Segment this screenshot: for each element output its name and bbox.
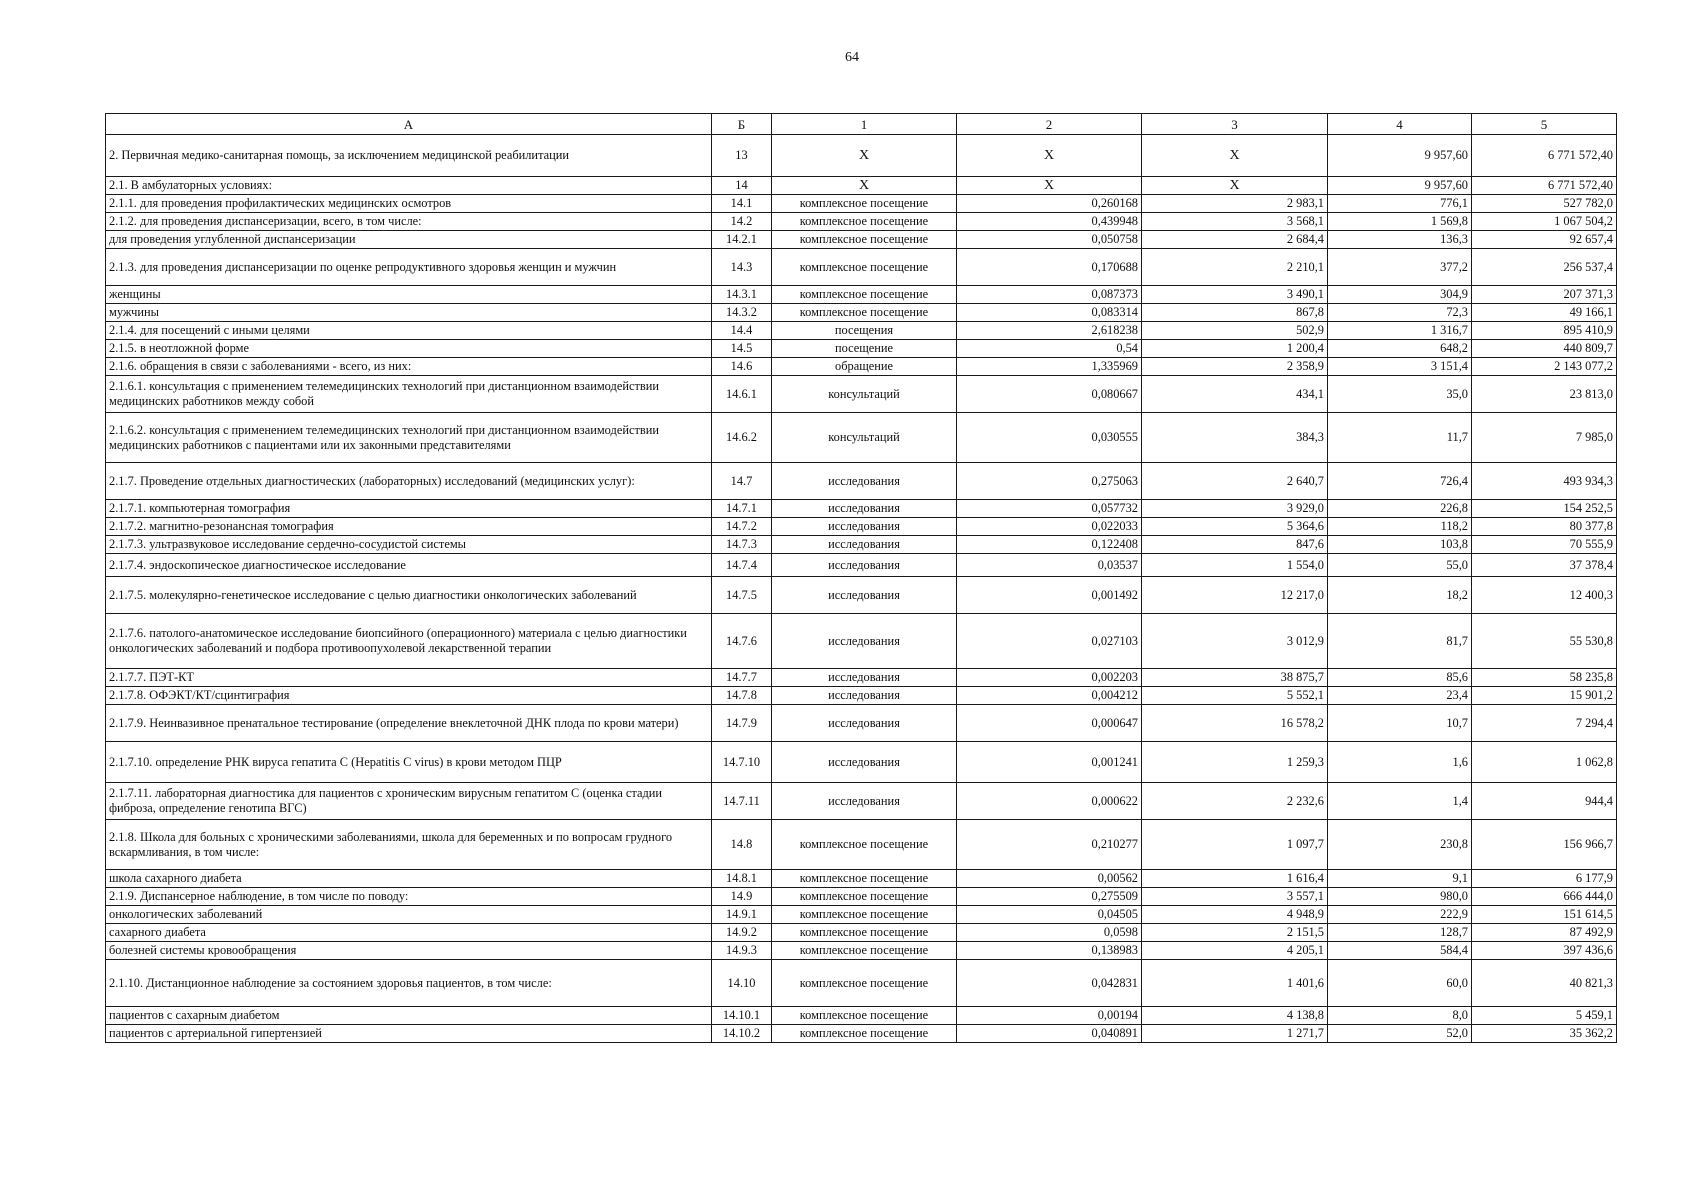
table-row <box>106 577 1617 614</box>
per-capita-cell: 23,4 <box>1328 687 1472 705</box>
row-code: 14.8.1 <box>712 870 772 888</box>
cost-norm-cell: Х <box>1142 135 1328 177</box>
volume-norm-cell: 0,001241 <box>957 742 1142 783</box>
total-cost-cell: 7 294,4 <box>1472 705 1617 742</box>
unit-cell: исследования <box>772 500 957 518</box>
row-label: 2.1.7.4. эндоскопическое диагностическое исследование <box>106 554 712 577</box>
row-label: онкологических заболеваний <box>106 906 712 924</box>
header-row <box>106 114 1617 135</box>
table-row <box>106 1025 1617 1043</box>
row-code: 14.6.2 <box>712 413 772 463</box>
per-capita-cell: 60,0 <box>1328 960 1472 1007</box>
total-cost-cell: 23 813,0 <box>1472 376 1617 413</box>
per-capita-cell: 9 957,60 <box>1328 135 1472 177</box>
table-row <box>106 554 1617 577</box>
volume-norm-cell: 0,002203 <box>957 669 1142 687</box>
unit-cell: исследования <box>772 687 957 705</box>
row-code: 14.2.1 <box>712 231 772 249</box>
total-cost-cell: 37 378,4 <box>1472 554 1617 577</box>
cost-norm-cell: 1 271,7 <box>1142 1025 1328 1043</box>
volume-norm-cell: 0,0598 <box>957 924 1142 942</box>
row-code: 14.7.7 <box>712 669 772 687</box>
cost-norm-cell: 4 948,9 <box>1142 906 1328 924</box>
volume-norm-cell: 0,083314 <box>957 304 1142 322</box>
unit-cell: комплексное посещение <box>772 924 957 942</box>
total-cost-cell: 151 614,5 <box>1472 906 1617 924</box>
total-cost-cell: 493 934,3 <box>1472 463 1617 500</box>
unit-cell: Х <box>772 135 957 177</box>
row-label: 2.1.4. для посещений с иными целями <box>106 322 712 340</box>
table-row <box>106 231 1617 249</box>
cost-norm-cell: 1 554,0 <box>1142 554 1328 577</box>
row-label: 2.1.7.2. магнитно-резонансная томография <box>106 518 712 536</box>
row-code: 14.2 <box>712 213 772 231</box>
table-row <box>106 942 1617 960</box>
table-row <box>106 135 1617 177</box>
unit-cell: комплексное посещение <box>772 249 957 286</box>
total-cost-cell: 7 985,0 <box>1472 413 1617 463</box>
unit-cell: консультаций <box>772 376 957 413</box>
volume-norm-cell: 0,087373 <box>957 286 1142 304</box>
total-cost-cell: 156 966,7 <box>1472 820 1617 870</box>
row-code: 14.5 <box>712 340 772 358</box>
volume-norm-cell: 0,00562 <box>957 870 1142 888</box>
total-cost-cell: 6 771 572,40 <box>1472 135 1617 177</box>
volume-norm-cell: 0,050758 <box>957 231 1142 249</box>
row-code: 14.10.1 <box>712 1007 772 1025</box>
unit-cell: исследования <box>772 463 957 500</box>
unit-cell: комплексное посещение <box>772 906 957 924</box>
table-row <box>106 906 1617 924</box>
table-row <box>106 195 1617 213</box>
row-code: 14.8 <box>712 820 772 870</box>
table-row <box>106 177 1617 195</box>
per-capita-cell: 222,9 <box>1328 906 1472 924</box>
unit-cell: комплексное посещение <box>772 213 957 231</box>
row-label: 2.1.10. Дистанционное наблюдение за состоянием здоровья пациентов, в том числе: <box>106 960 712 1007</box>
unit-cell: комплексное посещение <box>772 820 957 870</box>
cost-norm-cell: 4 138,8 <box>1142 1007 1328 1025</box>
total-cost-cell: 35 362,2 <box>1472 1025 1617 1043</box>
total-cost-cell: 1 067 504,2 <box>1472 213 1617 231</box>
row-label: для проведения углубленной диспансеризации <box>106 231 712 249</box>
row-label: 2.1.1. для проведения профилактических медицинских осмотров <box>106 195 712 213</box>
per-capita-cell: 10,7 <box>1328 705 1472 742</box>
table-row <box>106 213 1617 231</box>
volume-norm-cell: Х <box>957 135 1142 177</box>
row-code: 14.7.11 <box>712 783 772 820</box>
table-row <box>106 340 1617 358</box>
table-row <box>106 687 1617 705</box>
row-code: 14.7.3 <box>712 536 772 554</box>
total-cost-cell: 527 782,0 <box>1472 195 1617 213</box>
cost-norm-cell: 12 217,0 <box>1142 577 1328 614</box>
unit-cell: исследования <box>772 705 957 742</box>
table-row <box>106 705 1617 742</box>
total-cost-cell: 15 901,2 <box>1472 687 1617 705</box>
row-label: 2.1.7.1. компьютерная томография <box>106 500 712 518</box>
total-cost-cell: 1 062,8 <box>1472 742 1617 783</box>
volume-norm-cell: 0,030555 <box>957 413 1142 463</box>
total-cost-cell: 12 400,3 <box>1472 577 1617 614</box>
cost-norm-cell: 2 684,4 <box>1142 231 1328 249</box>
row-label: пациентов с сахарным диабетом <box>106 1007 712 1025</box>
table-row <box>106 1007 1617 1025</box>
unit-cell: комплексное посещение <box>772 286 957 304</box>
total-cost-cell: 80 377,8 <box>1472 518 1617 536</box>
cost-norm-cell: 434,1 <box>1142 376 1328 413</box>
per-capita-cell: 1,4 <box>1328 783 1472 820</box>
total-cost-cell: 92 657,4 <box>1472 231 1617 249</box>
per-capita-cell: 103,8 <box>1328 536 1472 554</box>
row-code: 14.1 <box>712 195 772 213</box>
table-row <box>106 669 1617 687</box>
row-label: 2.1.6. обращения в связи с заболеваниями - всего, из них: <box>106 358 712 376</box>
volume-norm-cell: 0,210277 <box>957 820 1142 870</box>
row-code: 14.4 <box>712 322 772 340</box>
table-body <box>106 135 1617 1043</box>
row-code: 14.3.1 <box>712 286 772 304</box>
cost-norm-cell: 2 640,7 <box>1142 463 1328 500</box>
per-capita-cell: 52,0 <box>1328 1025 1472 1043</box>
unit-cell: комплексное посещение <box>772 942 957 960</box>
total-cost-cell: 40 821,3 <box>1472 960 1617 1007</box>
total-cost-cell: 2 143 077,2 <box>1472 358 1617 376</box>
table-row <box>106 249 1617 286</box>
row-label: 2.1.7.11. лабораторная диагностика для пациентов с хроническим вирусным гепатитом С (оценка стадии фиброза, определение генотипа ВГС) <box>106 783 712 820</box>
per-capita-cell: 8,0 <box>1328 1007 1472 1025</box>
volume-norm-cell: 2,618238 <box>957 322 1142 340</box>
volume-norm-cell: 0,027103 <box>957 614 1142 669</box>
unit-cell: исследования <box>772 742 957 783</box>
cost-norm-cell: 3 012,9 <box>1142 614 1328 669</box>
total-cost-cell: 207 371,3 <box>1472 286 1617 304</box>
total-cost-cell: 256 537,4 <box>1472 249 1617 286</box>
row-code: 14.7.1 <box>712 500 772 518</box>
unit-cell: исследования <box>772 536 957 554</box>
row-code: 14.9 <box>712 888 772 906</box>
volume-norm-cell: 0,03537 <box>957 554 1142 577</box>
row-label: 2.1.7.5. молекулярно-генетическое исследование с целью диагностики онкологических заболеваний <box>106 577 712 614</box>
table-row <box>106 960 1617 1007</box>
volume-norm-cell: 0,042831 <box>957 960 1142 1007</box>
per-capita-cell: 72,3 <box>1328 304 1472 322</box>
unit-cell: исследования <box>772 554 957 577</box>
per-capita-cell: 35,0 <box>1328 376 1472 413</box>
unit-cell: исследования <box>772 614 957 669</box>
column-header-a: А <box>106 114 712 135</box>
cost-norm-cell: 502,9 <box>1142 322 1328 340</box>
per-capita-cell: 18,2 <box>1328 577 1472 614</box>
total-cost-cell: 154 252,5 <box>1472 500 1617 518</box>
cost-norm-cell: 3 568,1 <box>1142 213 1328 231</box>
cost-norm-cell: 5 364,6 <box>1142 518 1328 536</box>
total-cost-cell: 944,4 <box>1472 783 1617 820</box>
per-capita-cell: 85,6 <box>1328 669 1472 687</box>
per-capita-cell: 226,8 <box>1328 500 1472 518</box>
volume-norm-cell: 0,057732 <box>957 500 1142 518</box>
total-cost-cell: 895 410,9 <box>1472 322 1617 340</box>
table-row <box>106 924 1617 942</box>
unit-cell: посещения <box>772 322 957 340</box>
unit-cell: комплексное посещение <box>772 1025 957 1043</box>
per-capita-cell: 304,9 <box>1328 286 1472 304</box>
volume-norm-cell: 0,54 <box>957 340 1142 358</box>
row-label: пациентов с артериальной гипертензией <box>106 1025 712 1043</box>
cost-norm-cell: 1 200,4 <box>1142 340 1328 358</box>
table-row <box>106 742 1617 783</box>
row-code: 14.7.5 <box>712 577 772 614</box>
row-code: 14 <box>712 177 772 195</box>
volume-norm-cell: Х <box>957 177 1142 195</box>
row-label: мужчины <box>106 304 712 322</box>
cost-norm-cell: 867,8 <box>1142 304 1328 322</box>
row-code: 14.7.6 <box>712 614 772 669</box>
row-code: 14.7.2 <box>712 518 772 536</box>
unit-cell: исследования <box>772 783 957 820</box>
cost-norm-cell: 3 929,0 <box>1142 500 1328 518</box>
row-label: 2.1. В амбулаторных условиях: <box>106 177 712 195</box>
per-capita-cell: 1 316,7 <box>1328 322 1472 340</box>
row-code: 13 <box>712 135 772 177</box>
row-label: 2.1.7.10. определение РНК вируса гепатита С (Hepatitis C virus) в крови методом ПЦР <box>106 742 712 783</box>
volume-norm-cell: 0,00194 <box>957 1007 1142 1025</box>
row-label: 2.1.7.8. ОФЭКТ/КТ/сцинтиграфия <box>106 687 712 705</box>
column-header-b: Б <box>712 114 772 135</box>
row-code: 14.9.2 <box>712 924 772 942</box>
row-label: 2.1.2. для проведения диспансеризации, всего, в том числе: <box>106 213 712 231</box>
volume-norm-cell: 0,04505 <box>957 906 1142 924</box>
volume-norm-cell: 0,138983 <box>957 942 1142 960</box>
total-cost-cell: 666 444,0 <box>1472 888 1617 906</box>
unit-cell: консультаций <box>772 413 957 463</box>
total-cost-cell: 397 436,6 <box>1472 942 1617 960</box>
row-code: 14.7.9 <box>712 705 772 742</box>
unit-cell: Х <box>772 177 957 195</box>
volume-norm-cell: 0,000622 <box>957 783 1142 820</box>
per-capita-cell: 980,0 <box>1328 888 1472 906</box>
per-capita-cell: 648,2 <box>1328 340 1472 358</box>
total-cost-cell: 440 809,7 <box>1472 340 1617 358</box>
row-code: 14.7.10 <box>712 742 772 783</box>
cost-norm-cell: Х <box>1142 177 1328 195</box>
unit-cell: обращение <box>772 358 957 376</box>
row-code: 14.3.2 <box>712 304 772 322</box>
row-label: 2.1.9. Диспансерное наблюдение, в том числе по поводу: <box>106 888 712 906</box>
cost-norm-cell: 2 151,5 <box>1142 924 1328 942</box>
column-header-3: 3 <box>1142 114 1328 135</box>
table-row <box>106 614 1617 669</box>
cost-norm-cell: 384,3 <box>1142 413 1328 463</box>
cost-norm-cell: 2 358,9 <box>1142 358 1328 376</box>
per-capita-cell: 3 151,4 <box>1328 358 1472 376</box>
volume-norm-cell: 0,439948 <box>957 213 1142 231</box>
row-code: 14.6 <box>712 358 772 376</box>
unit-cell: комплексное посещение <box>772 195 957 213</box>
per-capita-cell: 128,7 <box>1328 924 1472 942</box>
row-code: 14.3 <box>712 249 772 286</box>
table-row <box>106 518 1617 536</box>
per-capita-cell: 1,6 <box>1328 742 1472 783</box>
table-row <box>106 500 1617 518</box>
volume-norm-cell: 0,004212 <box>957 687 1142 705</box>
row-label: 2.1.7.9. Неинвазивное пренатальное тестирование (определение внеклеточной ДНК плода по крови матери) <box>106 705 712 742</box>
per-capita-cell: 81,7 <box>1328 614 1472 669</box>
cost-norm-cell: 3 557,1 <box>1142 888 1328 906</box>
table-row <box>106 286 1617 304</box>
row-label: 2.1.6.1. консультация с применением телемедицинских технологий при дистанционном взаимодействии медицинских работников между собой <box>106 376 712 413</box>
unit-cell: комплексное посещение <box>772 888 957 906</box>
table-row <box>106 820 1617 870</box>
unit-cell: комплексное посещение <box>772 960 957 1007</box>
row-code: 14.10.2 <box>712 1025 772 1043</box>
row-label: 2.1.3. для проведения диспансеризации по оценке репродуктивного здоровья женщин и мужчин <box>106 249 712 286</box>
table-row <box>106 783 1617 820</box>
volume-norm-cell: 1,335969 <box>957 358 1142 376</box>
table-row <box>106 888 1617 906</box>
per-capita-cell: 776,1 <box>1328 195 1472 213</box>
row-code: 14.7.8 <box>712 687 772 705</box>
row-code: 14.9.1 <box>712 906 772 924</box>
row-label: школа сахарного диабета <box>106 870 712 888</box>
row-label: сахарного диабета <box>106 924 712 942</box>
row-code: 14.9.3 <box>712 942 772 960</box>
volume-norm-cell: 0,122408 <box>957 536 1142 554</box>
volume-norm-cell: 0,275509 <box>957 888 1142 906</box>
cost-norm-cell: 4 205,1 <box>1142 942 1328 960</box>
cost-norm-cell: 16 578,2 <box>1142 705 1328 742</box>
column-header-2: 2 <box>957 114 1142 135</box>
total-cost-cell: 6 177,9 <box>1472 870 1617 888</box>
cost-norm-cell: 5 552,1 <box>1142 687 1328 705</box>
table-row <box>106 536 1617 554</box>
row-label: женщины <box>106 286 712 304</box>
unit-cell: комплексное посещение <box>772 231 957 249</box>
row-label: 2.1.7.3. ультразвуковое исследование сердечно-сосудистой системы <box>106 536 712 554</box>
per-capita-cell: 118,2 <box>1328 518 1472 536</box>
per-capita-cell: 11,7 <box>1328 413 1472 463</box>
table-row <box>106 304 1617 322</box>
volume-norm-cell: 0,022033 <box>957 518 1142 536</box>
volume-norm-cell: 0,000647 <box>957 705 1142 742</box>
cost-norm-cell: 1 401,6 <box>1142 960 1328 1007</box>
column-header-4: 4 <box>1328 114 1472 135</box>
total-cost-cell: 6 771 572,40 <box>1472 177 1617 195</box>
table-row <box>106 376 1617 413</box>
unit-cell: комплексное посещение <box>772 304 957 322</box>
volume-norm-cell: 0,170688 <box>957 249 1142 286</box>
table-row <box>106 413 1617 463</box>
per-capita-cell: 726,4 <box>1328 463 1472 500</box>
volume-norm-cell: 0,001492 <box>957 577 1142 614</box>
data-table <box>105 113 1617 1043</box>
per-capita-cell: 1 569,8 <box>1328 213 1472 231</box>
per-capita-cell: 9 957,60 <box>1328 177 1472 195</box>
row-label: 2.1.8. Школа для больных с хроническими заболеваниями, школа для беременных и по вопросам грудного вскармливания, в том числе: <box>106 820 712 870</box>
unit-cell: комплексное посещение <box>772 1007 957 1025</box>
volume-norm-cell: 0,040891 <box>957 1025 1142 1043</box>
total-cost-cell: 58 235,8 <box>1472 669 1617 687</box>
per-capita-cell: 136,3 <box>1328 231 1472 249</box>
row-label: 2.1.5. в неотложной форме <box>106 340 712 358</box>
row-label: 2.1.7.7. ПЭТ-КТ <box>106 669 712 687</box>
table-header <box>106 114 1617 135</box>
row-label: 2. Первичная медико-санитарная помощь, за исключением медицинской реабилитации <box>106 135 712 177</box>
cost-norm-cell: 1 259,3 <box>1142 742 1328 783</box>
total-cost-cell: 5 459,1 <box>1472 1007 1617 1025</box>
total-cost-cell: 55 530,8 <box>1472 614 1617 669</box>
unit-cell: исследования <box>772 669 957 687</box>
unit-cell: комплексное посещение <box>772 870 957 888</box>
row-code: 14.10 <box>712 960 772 1007</box>
cost-norm-cell: 2 983,1 <box>1142 195 1328 213</box>
cost-norm-cell: 1 097,7 <box>1142 820 1328 870</box>
table-row <box>106 463 1617 500</box>
page-number: 64 <box>845 50 859 65</box>
unit-cell: исследования <box>772 518 957 536</box>
cost-norm-cell: 38 875,7 <box>1142 669 1328 687</box>
column-header-1: 1 <box>772 114 957 135</box>
per-capita-cell: 230,8 <box>1328 820 1472 870</box>
row-label: 2.1.7.6. патолого-анатомическое исследование биопсийного (операционного) материала с целью диагностики онкологических заболеваний и подбора противоопухолевой лекарственной терапии <box>106 614 712 669</box>
row-label: болезней системы кровообращения <box>106 942 712 960</box>
per-capita-cell: 377,2 <box>1328 249 1472 286</box>
table-row <box>106 322 1617 340</box>
volume-norm-cell: 0,260168 <box>957 195 1142 213</box>
row-code: 14.6.1 <box>712 376 772 413</box>
row-label: 2.1.6.2. консультация с применением телемедицинских технологий при дистанционном взаимодействии медицинских работников с пациентами или их законными представителями <box>106 413 712 463</box>
volume-norm-cell: 0,080667 <box>957 376 1142 413</box>
unit-cell: посещение <box>772 340 957 358</box>
row-code: 14.7.4 <box>712 554 772 577</box>
column-header-5: 5 <box>1472 114 1617 135</box>
cost-norm-cell: 847,6 <box>1142 536 1328 554</box>
total-cost-cell: 49 166,1 <box>1472 304 1617 322</box>
cost-norm-cell: 2 232,6 <box>1142 783 1328 820</box>
row-label: 2.1.7. Проведение отдельных диагностических (лабораторных) исследований (медицинских услуг): <box>106 463 712 500</box>
per-capita-cell: 55,0 <box>1328 554 1472 577</box>
per-capita-cell: 9,1 <box>1328 870 1472 888</box>
table-row <box>106 870 1617 888</box>
unit-cell: исследования <box>772 577 957 614</box>
cost-norm-cell: 1 616,4 <box>1142 870 1328 888</box>
cost-norm-cell: 3 490,1 <box>1142 286 1328 304</box>
per-capita-cell: 584,4 <box>1328 942 1472 960</box>
total-cost-cell: 87 492,9 <box>1472 924 1617 942</box>
row-code: 14.7 <box>712 463 772 500</box>
cost-norm-cell: 2 210,1 <box>1142 249 1328 286</box>
table-row <box>106 358 1617 376</box>
volume-norm-cell: 0,275063 <box>957 463 1142 500</box>
total-cost-cell: 70 555,9 <box>1472 536 1617 554</box>
